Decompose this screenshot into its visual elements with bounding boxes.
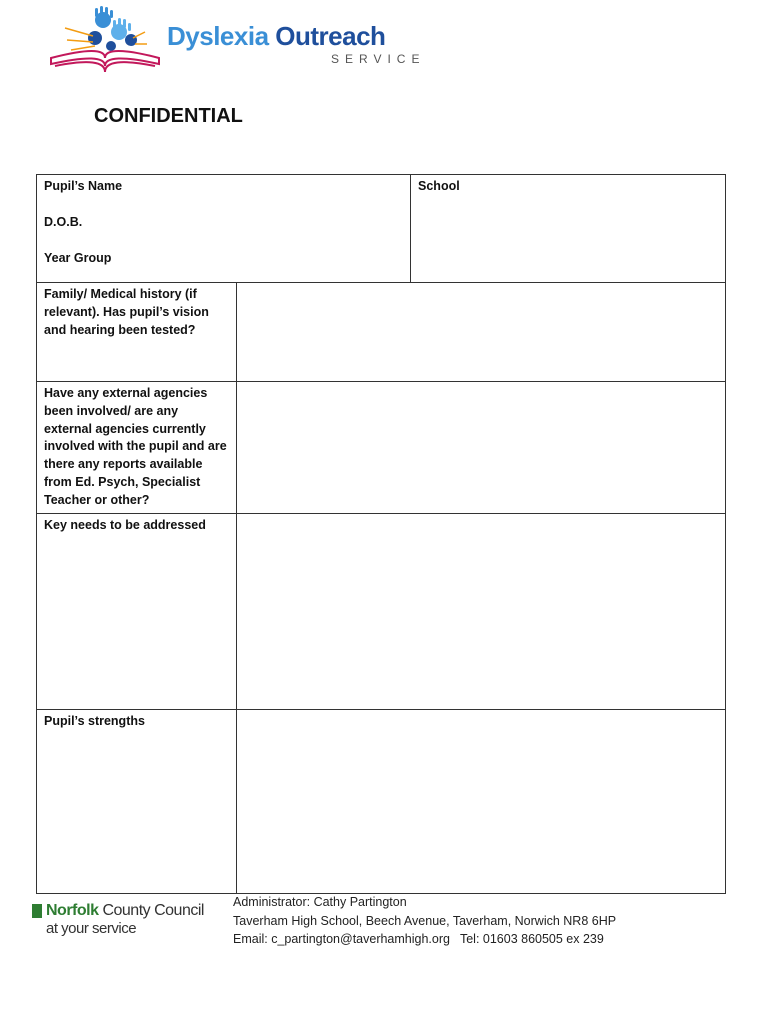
family-medical-label-cell <box>37 283 237 382</box>
address-line: Taverham High School, Beech Avenue, Taverham, Norwich NR8 6HP <box>233 913 617 928</box>
form-row-key-needs <box>37 513 726 709</box>
referral-form-table <box>36 174 726 894</box>
header-logo <box>45 6 465 78</box>
key-needs-label: Key needs to be addressed <box>44 517 206 532</box>
family-medical-field[interactable] <box>237 283 726 382</box>
agencies-field[interactable] <box>237 382 726 514</box>
school-cell[interactable] <box>411 175 726 283</box>
council-name-bold: Norfolk <box>46 902 99 919</box>
strengths-label-cell <box>37 709 237 893</box>
pupil-details-cell[interactable] <box>37 175 411 283</box>
year-group-label: Year Group <box>44 250 112 265</box>
form-row-strengths <box>37 709 726 893</box>
pupil-name-label: Pupil’s Name <box>44 179 123 193</box>
email-tel-line <box>233 930 616 949</box>
tel-text: Tel: 01603 860505 ex 239 <box>459 932 604 946</box>
email-text[interactable]: Email: c_partington@taverhamhigh.org <box>233 932 450 946</box>
confidential-heading: CONFIDENTIAL <box>94 105 243 127</box>
brand-subtitle: SERVICE <box>331 52 426 66</box>
key-needs-label-cell <box>37 513 237 709</box>
agencies-label: Have any external agencies been involved/ are any external agencies currently involved with the pupil and are there any reports available from Ed. Psych, Specialist Teacher or other? <box>44 386 227 507</box>
strengths-label: Pupil’s strengths <box>44 713 145 728</box>
agencies-label-cell <box>37 382 237 514</box>
norfolk-council-logo <box>32 902 204 942</box>
brand-name <box>167 21 426 66</box>
form-row-external-agencies <box>37 382 726 514</box>
council-tagline: at your service <box>46 920 137 937</box>
council-name-rest: County Council <box>102 902 204 919</box>
administrator-line: Administrator: Cathy Partington <box>233 895 407 909</box>
brand-word-outreach: Outreach <box>275 21 386 51</box>
dob-label: D.O.B. <box>44 214 83 229</box>
key-needs-field[interactable] <box>237 513 726 709</box>
council-crest-icon <box>32 904 42 918</box>
family-medical-label: Family/ Medical history (if relevant). Has pupil’s vision and hearing been tested? <box>44 287 209 337</box>
school-label: School <box>418 179 460 193</box>
brand-word-dyslexia: Dyslexia <box>167 21 269 51</box>
form-row-family-medical <box>37 283 726 382</box>
strengths-field[interactable] <box>237 709 726 893</box>
hands-book-logo-icon <box>45 6 165 78</box>
contact-details <box>233 893 616 949</box>
form-row-pupil-details <box>37 175 726 283</box>
